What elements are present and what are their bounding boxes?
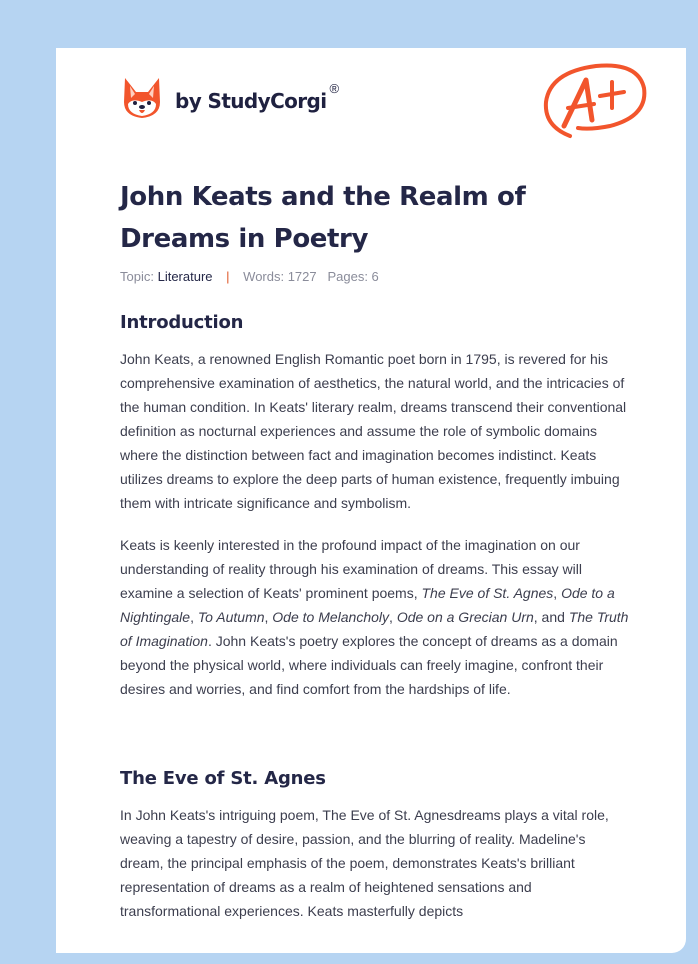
poem-title: Ode on a Grecian Urn xyxy=(396,609,534,625)
text-run: , xyxy=(389,609,397,625)
brand-name: by StudyCorgi xyxy=(175,89,327,113)
text-run: Keats is keenly interested in the profound impact of the imagination on our understanding of reality through his examination of dreams. This essay will examine a selection of Keats' prominent poems, xyxy=(120,537,582,601)
a-plus-grade-icon xyxy=(540,60,650,151)
paragraph: In John Keats's intriguing poem, The Eve of St. Agnesdreams plays a vital role, weaving a tapestry of desire, passion, and the blurring of reality. Madeline's dream, the principal emphasis of the poem, demonstrates Keats's brilliant representation of dreams as a realm of heightened sensations and transformational experiences. Keats masterfully depicts xyxy=(120,807,609,919)
text-run: . John Keats's poetry explores the concept of dreams as a domain beyond the physical world, where individuals can freely imagine, confront their desires and worries, and find comfort from the hardships of life. xyxy=(120,633,618,697)
topic-link[interactable]: Literature xyxy=(157,269,213,284)
registered-mark: ® xyxy=(329,80,340,96)
topic-label: Topic: xyxy=(120,269,154,284)
poem-title: To Autumn xyxy=(197,609,265,625)
essay-meta xyxy=(120,269,379,284)
section-introduction xyxy=(120,312,632,701)
section-eve-of-st-agnes xyxy=(120,768,632,923)
corgi-icon xyxy=(122,76,162,120)
text-run: , xyxy=(190,609,198,625)
section-heading: The Eve of St. Agnes xyxy=(120,768,326,789)
section-heading: Introduction xyxy=(120,312,244,333)
poem-title: Ode to Melancholy xyxy=(272,609,390,625)
paragraph xyxy=(120,533,632,701)
poem-title: The Eve of St. Agnes xyxy=(421,585,554,601)
essay-title: John Keats and the Realm of Dreams in Poetry xyxy=(120,182,526,254)
text-run: , xyxy=(264,609,273,625)
word-count: Words: 1727 xyxy=(243,269,317,284)
poem-title: The Truth of Imagination xyxy=(120,609,629,649)
text-run: , and xyxy=(533,609,569,625)
studycorgi-logo[interactable] xyxy=(122,76,339,120)
paragraph: John Keats, a renowned English Romantic poet born in 1795, is revered for his comprehensive examination of aesthetics, the natural world, and the intricacies of the human condition. In Keats' literary realm, dreams transcend their conventional definition as nocturnal experiences and assume the role of symbolic domains where the distinction between fact and imagination becomes indistinct. Keats utilizes dreams to explore the deep parts of human existence, frequently imbuing them with intricate significance and symbolism. xyxy=(120,351,627,511)
poem-title: Ode to a Nightingale xyxy=(120,585,615,625)
document-card xyxy=(56,48,686,953)
text-run: , xyxy=(553,585,562,601)
page-count: Pages: 6 xyxy=(327,269,379,284)
meta-separator: | xyxy=(226,269,230,284)
